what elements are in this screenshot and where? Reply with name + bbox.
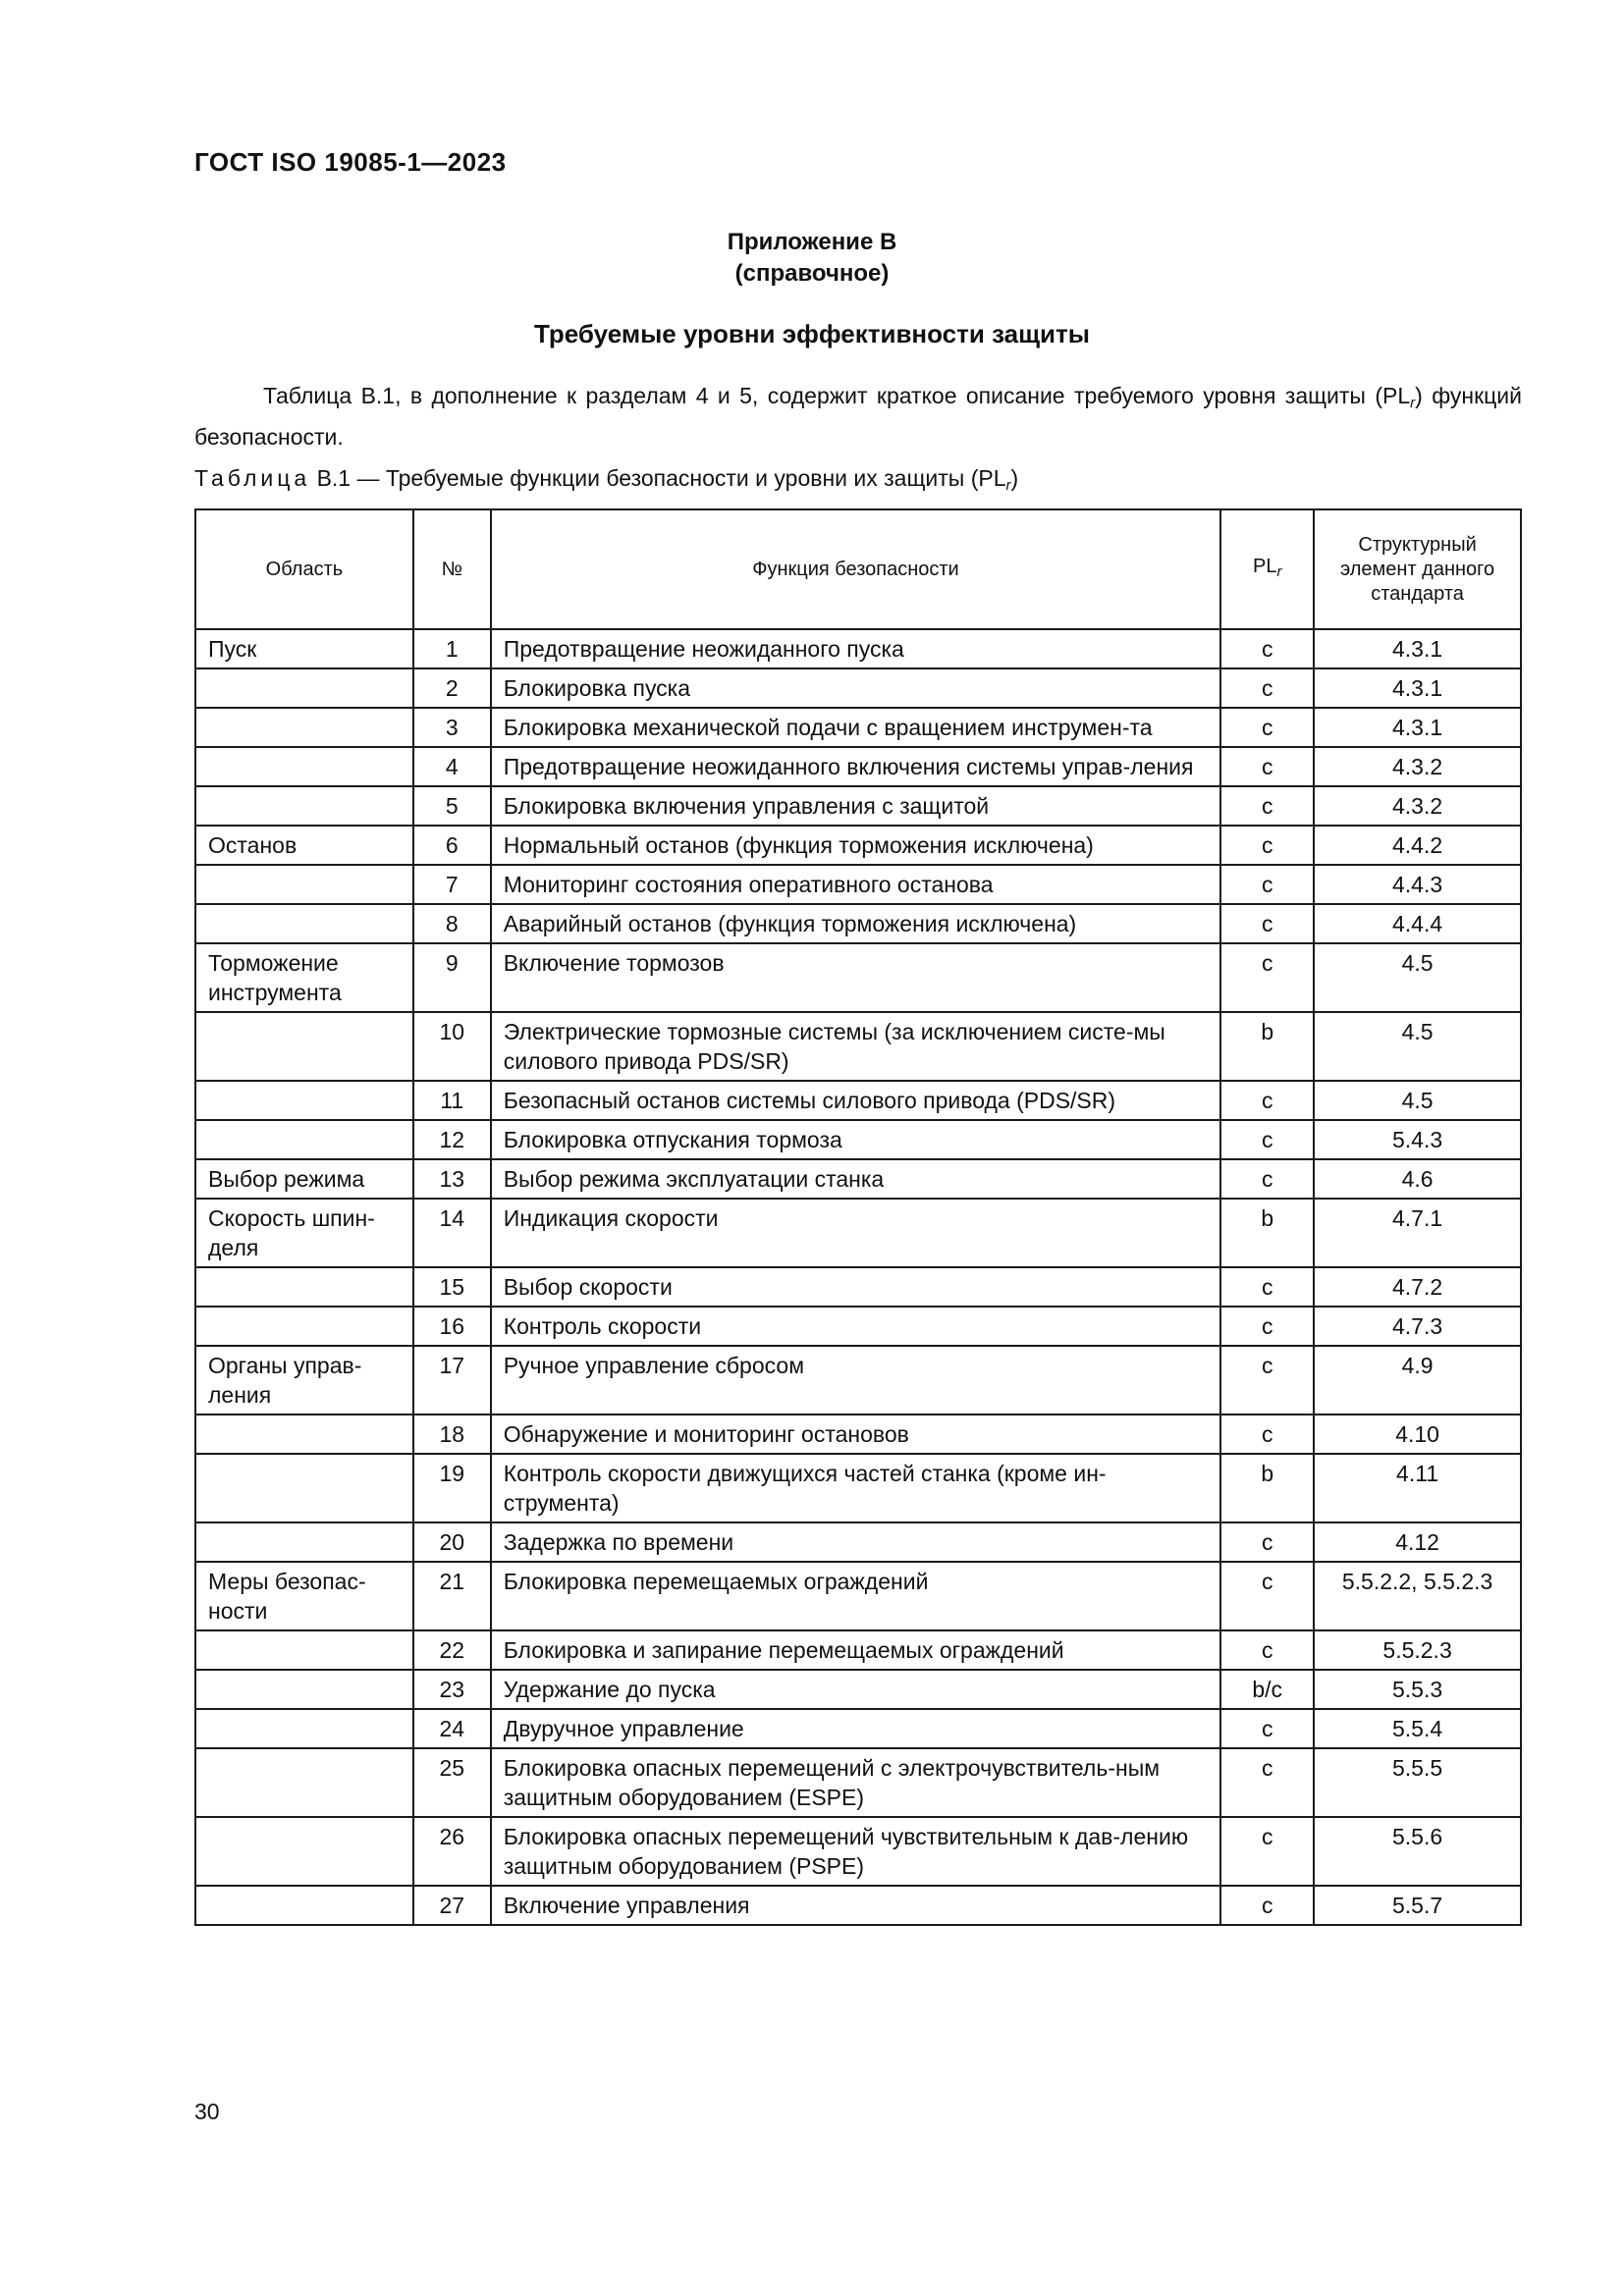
cell-function: Выбор режима эксплуатации станка: [491, 1159, 1221, 1199]
cell-element: 4.3.1: [1314, 668, 1521, 708]
table-row: [195, 668, 1521, 708]
cell-function: Индикация скорости: [491, 1199, 1221, 1267]
cell-number: 20: [413, 1522, 491, 1562]
table-row: [195, 1630, 1521, 1670]
cell-function: Включение управления: [491, 1886, 1221, 1925]
table-row: [195, 1670, 1521, 1709]
cell-element: 4.7.1: [1314, 1199, 1521, 1267]
cell-element: 4.3.1: [1314, 708, 1521, 747]
table-row: [195, 1199, 1521, 1267]
cell-area: [195, 786, 413, 826]
cell-pl: c: [1220, 1267, 1314, 1307]
document-header: ГОСТ ISO 19085-1—2023: [194, 147, 507, 177]
cell-area: [195, 1307, 413, 1346]
cell-number: 21: [413, 1562, 491, 1630]
cell-element: 4.4.2: [1314, 826, 1521, 865]
cell-element: 4.5: [1314, 943, 1521, 1012]
cell-pl: c: [1220, 1748, 1314, 1817]
cell-element: 4.5: [1314, 1012, 1521, 1081]
cell-pl: c: [1220, 1120, 1314, 1159]
cell-area: [195, 1630, 413, 1670]
intro-text-start: Таблица В.1, в дополнение к разделам 4 и 5, содержит краткое описание требуемого уровня защиты (PL: [263, 383, 1411, 408]
caption-label: Таблица: [194, 465, 311, 491]
cell-area: Останов: [195, 826, 413, 865]
cell-function: Предотвращение неожиданного пуска: [491, 629, 1221, 668]
cell-pl: c: [1220, 904, 1314, 943]
table-row: [195, 1454, 1521, 1522]
cell-pl: c: [1220, 708, 1314, 747]
table-row: [195, 1120, 1521, 1159]
cell-area: [195, 904, 413, 943]
header-pl-subscript: r: [1276, 563, 1282, 580]
cell-function: Блокировка и запирание перемещаемых ограждений: [491, 1630, 1221, 1670]
table-row: [195, 1267, 1521, 1307]
cell-pl: c: [1220, 629, 1314, 668]
table-row: [195, 629, 1521, 668]
cell-area: [195, 1709, 413, 1748]
table-row: [195, 1886, 1521, 1925]
cell-function: Контроль скорости: [491, 1307, 1221, 1346]
cell-function: Включение тормозов: [491, 943, 1221, 1012]
cell-number: 5: [413, 786, 491, 826]
cell-number: 3: [413, 708, 491, 747]
cell-area: [195, 1120, 413, 1159]
cell-number: 13: [413, 1159, 491, 1199]
cell-element: 5.5.3: [1314, 1670, 1521, 1709]
cell-number: 19: [413, 1454, 491, 1522]
cell-area: [195, 708, 413, 747]
cell-function: Контроль скорости движущихся частей станка (кроме ин-струмента): [491, 1454, 1221, 1522]
cell-element: 4.4.4: [1314, 904, 1521, 943]
table-row: [195, 708, 1521, 747]
cell-element: 4.5: [1314, 1081, 1521, 1120]
cell-element: 4.10: [1314, 1415, 1521, 1454]
table-row: [195, 1307, 1521, 1346]
cell-number: 14: [413, 1199, 491, 1267]
cell-pl: c: [1220, 943, 1314, 1012]
cell-function: Выбор скорости: [491, 1267, 1221, 1307]
cell-function: Предотвращение неожиданного включения системы управ-ления: [491, 747, 1221, 786]
cell-pl: b: [1220, 1199, 1314, 1267]
cell-element: 5.5.6: [1314, 1817, 1521, 1886]
cell-area: [195, 865, 413, 904]
cell-pl: c: [1220, 747, 1314, 786]
cell-pl: c: [1220, 1562, 1314, 1630]
cell-area: Выбор режима: [195, 1159, 413, 1199]
cell-function: Задержка по времени: [491, 1522, 1221, 1562]
cell-element: 5.5.2.2, 5.5.2.3: [1314, 1562, 1521, 1630]
cell-element: 5.5.2.3: [1314, 1630, 1521, 1670]
cell-number: 12: [413, 1120, 491, 1159]
table-row: [195, 1012, 1521, 1081]
cell-number: 22: [413, 1630, 491, 1670]
cell-area: Скорость шпин-деля: [195, 1199, 413, 1267]
cell-function: Нормальный останов (функция торможения исключена): [491, 826, 1221, 865]
cell-area: [195, 1415, 413, 1454]
cell-number: 4: [413, 747, 491, 786]
header-pl: [1220, 509, 1314, 629]
cell-element: 5.5.7: [1314, 1886, 1521, 1925]
cell-area: [195, 1454, 413, 1522]
cell-pl: b/c: [1220, 1670, 1314, 1709]
cell-number: 26: [413, 1817, 491, 1886]
cell-area: [195, 1267, 413, 1307]
cell-pl: b: [1220, 1012, 1314, 1081]
intro-paragraph: [194, 379, 1522, 454]
cell-area: [195, 1081, 413, 1120]
cell-function: Аварийный останов (функция торможения исключена): [491, 904, 1221, 943]
cell-number: 11: [413, 1081, 491, 1120]
cell-area: Торможение инструмента: [195, 943, 413, 1012]
table-row: [195, 904, 1521, 943]
cell-number: 6: [413, 826, 491, 865]
cell-number: 7: [413, 865, 491, 904]
table-row: [195, 1748, 1521, 1817]
cell-number: 16: [413, 1307, 491, 1346]
cell-pl: c: [1220, 1522, 1314, 1562]
page-number: 30: [194, 2099, 220, 2124]
appendix-title: Приложение В: [727, 229, 897, 255]
cell-function: Удержание до пуска: [491, 1670, 1221, 1709]
cell-element: 5.5.5: [1314, 1748, 1521, 1817]
cell-pl: c: [1220, 1346, 1314, 1415]
cell-area: [195, 1748, 413, 1817]
cell-pl: c: [1220, 1081, 1314, 1120]
cell-element: 4.6: [1314, 1159, 1521, 1199]
cell-function: Блокировка пуска: [491, 668, 1221, 708]
cell-pl: c: [1220, 1159, 1314, 1199]
section-title: Требуемые уровни эффективности защиты: [534, 319, 1090, 348]
table-row: [195, 786, 1521, 826]
header-area: Область: [195, 509, 413, 629]
cell-number: 18: [413, 1415, 491, 1454]
intro-text-end: ) функций безопасности.: [194, 383, 1522, 450]
intro-subscript: r: [1410, 395, 1416, 411]
cell-function: Блокировка опасных перемещений чувствительным к дав-лению защитным оборудованием (PSPE): [491, 1817, 1221, 1886]
cell-pl: c: [1220, 1817, 1314, 1886]
cell-element: 4.3.2: [1314, 747, 1521, 786]
cell-function: Блокировка отпускания тормоза: [491, 1120, 1221, 1159]
cell-area: [195, 668, 413, 708]
table-row: [195, 1562, 1521, 1630]
cell-number: 8: [413, 904, 491, 943]
cell-number: 9: [413, 943, 491, 1012]
cell-function: Безопасный останов системы силового привода (PDS/SR): [491, 1081, 1221, 1120]
cell-pl: b: [1220, 1454, 1314, 1522]
table-row: [195, 1709, 1521, 1748]
cell-number: 25: [413, 1748, 491, 1817]
cell-number: 10: [413, 1012, 491, 1081]
cell-element: 4.4.3: [1314, 865, 1521, 904]
cell-element: 4.3.1: [1314, 629, 1521, 668]
table-row: [195, 1159, 1521, 1199]
cell-element: 5.4.3: [1314, 1120, 1521, 1159]
table-row: [195, 865, 1521, 904]
cell-area: [195, 747, 413, 786]
cell-pl: c: [1220, 1709, 1314, 1748]
cell-area: [195, 1886, 413, 1925]
cell-number: 1: [413, 629, 491, 668]
table-row: [195, 1415, 1521, 1454]
cell-pl: c: [1220, 826, 1314, 865]
cell-area: [195, 1817, 413, 1886]
table-row: [195, 747, 1521, 786]
cell-function: Электрические тормозные системы (за исключением систе-мы силового привода PDS/SR): [491, 1012, 1221, 1081]
cell-area: [195, 1522, 413, 1562]
cell-element: 4.7.3: [1314, 1307, 1521, 1346]
appendix-heading: [0, 227, 1624, 290]
header-element: Структурный элемент данного стандарта: [1314, 509, 1521, 629]
cell-pl: c: [1220, 786, 1314, 826]
cell-area: Пуск: [195, 629, 413, 668]
cell-element: 4.3.2: [1314, 786, 1521, 826]
cell-function: Ручное управление сбросом: [491, 1346, 1221, 1415]
cell-element: 4.11: [1314, 1454, 1521, 1522]
cell-element: 4.9: [1314, 1346, 1521, 1415]
cell-number: 15: [413, 1267, 491, 1307]
appendix-subtitle: (справочное): [734, 260, 890, 287]
cell-element: 5.5.4: [1314, 1709, 1521, 1748]
cell-element: 4.12: [1314, 1522, 1521, 1562]
cell-pl: c: [1220, 1415, 1314, 1454]
caption-text: В.1 — Требуемые функции безопасности и уровни их защиты (PL: [316, 465, 1006, 491]
table-caption: [194, 465, 1018, 494]
cell-number: 17: [413, 1346, 491, 1415]
cell-function: Блокировка механической подачи с вращением инструмен-та: [491, 708, 1221, 747]
cell-function: Мониторинг состояния оперативного останова: [491, 865, 1221, 904]
cell-pl: c: [1220, 1630, 1314, 1670]
table-row: [195, 826, 1521, 865]
cell-pl: c: [1220, 1307, 1314, 1346]
table-row: [195, 943, 1521, 1012]
cell-area: Меры безопас-ности: [195, 1562, 413, 1630]
table-row: [195, 1081, 1521, 1120]
cell-number: 24: [413, 1709, 491, 1748]
cell-pl: c: [1220, 865, 1314, 904]
table-row: [195, 1346, 1521, 1415]
table-row: [195, 1817, 1521, 1886]
cell-function: Блокировка перемещаемых ограждений: [491, 1562, 1221, 1630]
safety-functions-table: [194, 508, 1522, 1926]
caption-subscript: r: [1005, 477, 1011, 494]
cell-area: Органы управ-ления: [195, 1346, 413, 1415]
cell-function: Двуручное управление: [491, 1709, 1221, 1748]
cell-function: Блокировка опасных перемещений с электрочувствитель-ным защитным оборудованием (ESPE): [491, 1748, 1221, 1817]
cell-pl: c: [1220, 1886, 1314, 1925]
caption-close: ): [1010, 465, 1019, 491]
header-number: №: [413, 509, 491, 629]
cell-number: 23: [413, 1670, 491, 1709]
cell-number: 2: [413, 668, 491, 708]
table-header-row: [195, 509, 1521, 629]
table-row: [195, 1522, 1521, 1562]
header-pl-text: PL: [1252, 556, 1277, 577]
cell-function: Обнаружение и мониторинг остановов: [491, 1415, 1221, 1454]
cell-number: 27: [413, 1886, 491, 1925]
cell-area: [195, 1670, 413, 1709]
cell-function: Блокировка включения управления с защитой: [491, 786, 1221, 826]
table-body: [195, 629, 1521, 1925]
cell-area: [195, 1012, 413, 1081]
cell-element: 4.7.2: [1314, 1267, 1521, 1307]
cell-pl: c: [1220, 668, 1314, 708]
header-function: Функция безопасности: [491, 509, 1221, 629]
